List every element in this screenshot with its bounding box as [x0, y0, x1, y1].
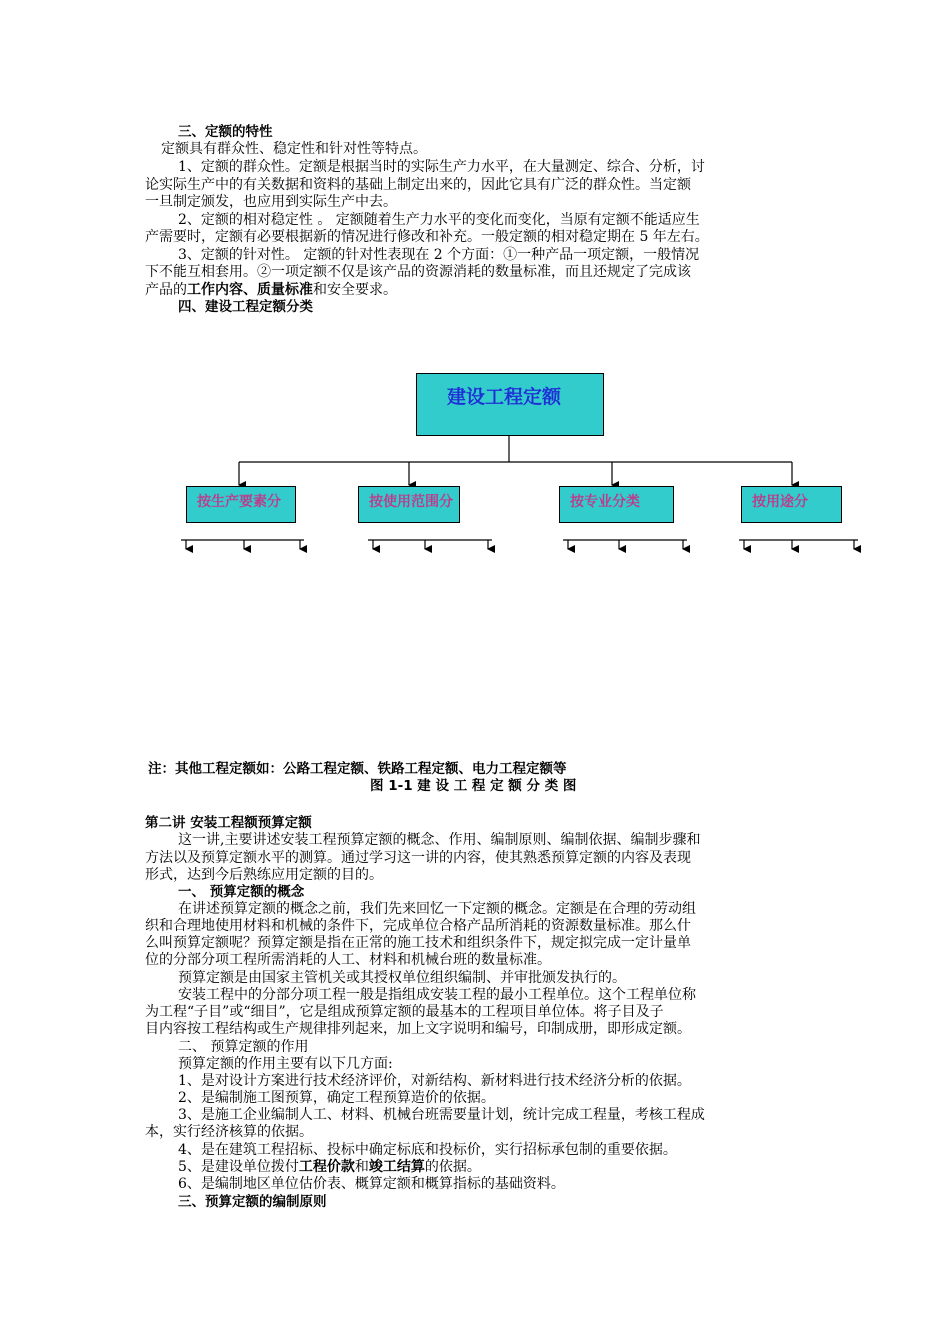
paragraph: 下不能互相套用。②一项定额不仅是该产品的资源消耗的数量标准，而且还规定了完成该 — [145, 264, 691, 280]
paragraph: 3、定额的针对性。 定额的针对性表现在 2 个方面：①一种产品一项定额，一般情况 — [178, 247, 700, 263]
paragraph: 织和合理地使用材料和机械的条件下，完成单位合格产品所消耗的资源数量标准。那么什 — [145, 918, 691, 934]
section-heading-3: 三、定额的特性 — [178, 124, 273, 140]
paragraph: 定额具有群众性、稳定性和针对性等特点。 — [161, 141, 427, 157]
diagram-child-usage-scope: 按使用范围分 — [358, 486, 460, 523]
section-heading-3-principles: 三、预算定额的编制原则 — [178, 1194, 327, 1210]
text-run: 产品的 — [145, 282, 187, 298]
figure-caption: 图 1-1 建 设 工 程 定 额 分 类 图 — [370, 778, 577, 794]
list-item: 本，实行经济核算的依据。 — [145, 1124, 313, 1140]
paragraph: 目内容按工程结构或生产规律排列起来，加上文字说明和编号，印制成册，即形成定额。 — [145, 1021, 691, 1037]
diagram-child-production-factors: 按生产要素分 — [186, 486, 296, 523]
list-item: 4、是在建筑工程招标、投标中确定标底和投标价，实行招标承包制的重要依据。 — [178, 1142, 677, 1158]
paragraph: 一旦制定颁发，也应用到实际生产中去。 — [145, 194, 397, 210]
diagram-root-box: 建设工程定额 — [416, 373, 604, 436]
section-heading-2: 二、 预算定额的作用 — [178, 1039, 309, 1055]
paragraph: 位的分部分项工程所需消耗的人工、材料和机械台班的数量标准。 — [145, 952, 551, 968]
paragraph: 产需要时，定额有必要根据新的情况进行修改和补充。一般定额的相对稳定期在 5 年左右。 — [145, 229, 709, 245]
list-item: 1、是对设计方案进行技术经济评价，对新结构、新材料进行技术经济分析的依据。 — [178, 1073, 691, 1089]
section-heading-4: 四、建设工程定额分类 — [178, 299, 313, 315]
list-item: 3、是施工企业编制人工、材料、机械台班需要量计划，统计完成工程量，考核工程成 — [178, 1107, 705, 1123]
bold-run: 竣工结算 — [368, 1159, 425, 1175]
paragraph: 么叫预算定额呢？预算定额是指在正常的施工技术和组织条件下，规定拟完成一定计量单 — [145, 935, 691, 951]
paragraph: 论实际生产中的有关数据和资料的基础上制定出来的，因此它具有广泛的群众性。当定额 — [145, 177, 691, 193]
diagram-child-purpose: 按用途分 — [741, 486, 842, 523]
text-run: 和 — [354, 1159, 369, 1175]
paragraph: 安装工程中的分部分项工程一般是指组成安装工程的最小工程单位。这个工程单位称 — [178, 987, 696, 1003]
list-item: 2、是编制施工图预算，确定工程预算造价的依据。 — [178, 1090, 495, 1106]
paragraph: 这一讲,主要讲述安装工程预算定额的概念、作用、编制原则、编制依据、编制步骤和 — [178, 832, 701, 848]
bold-run: 工作内容、质量标准 — [187, 282, 313, 298]
list-item — [178, 1159, 481, 1176]
list-item: 6、是编制地区单位估价表、概算定额和概算指标的基础资料。 — [178, 1176, 565, 1192]
paragraph: 2、定额的相对稳定性 。 定额随着生产力水平的变化而变化，当原有定额不能适应生 — [178, 212, 700, 228]
bold-run: 工程价款 — [298, 1159, 355, 1175]
text-run: 的依据。 — [424, 1159, 481, 1175]
paragraph: 为工程“子目”或“细目”，它是组成预算定额的最基本的工程项目单位体。将子目及子 — [145, 1004, 664, 1020]
paragraph: 形式，达到今后熟练应用定额的目的。 — [145, 867, 383, 883]
paragraph: 1、定额的群众性。定额是根据当时的实际生产力水平，在大量测定、综合、分析，讨 — [178, 159, 705, 175]
text-run: 和安全要求。 — [313, 282, 397, 298]
lecture-heading: 第二讲 安装工程额预算定额 — [145, 815, 312, 831]
diagram-note: 注：其他工程定额如：公路工程定额、铁路工程定额、电力工程定额等 — [148, 761, 567, 777]
paragraph: 预算定额的作用主要有以下几方面: — [178, 1056, 393, 1072]
paragraph: 方法以及预算定额水平的测算。通过学习这一讲的内容，使其熟悉预算定额的内容及表现 — [145, 850, 691, 866]
text-run: 5、是建设单位拨付 — [178, 1159, 299, 1175]
section-heading-1: 一、 预算定额的概念 — [178, 884, 305, 900]
diagram-child-specialty: 按专业分类 — [559, 486, 674, 523]
paragraph: 在讲述预算定额的概念之前，我们先来回忆一下定额的概念。定额是在合理的劳动组 — [178, 901, 696, 917]
paragraph: 预算定额是由国家主管机关或其授权单位组织编制、并审批颁发执行的。 — [178, 970, 626, 986]
